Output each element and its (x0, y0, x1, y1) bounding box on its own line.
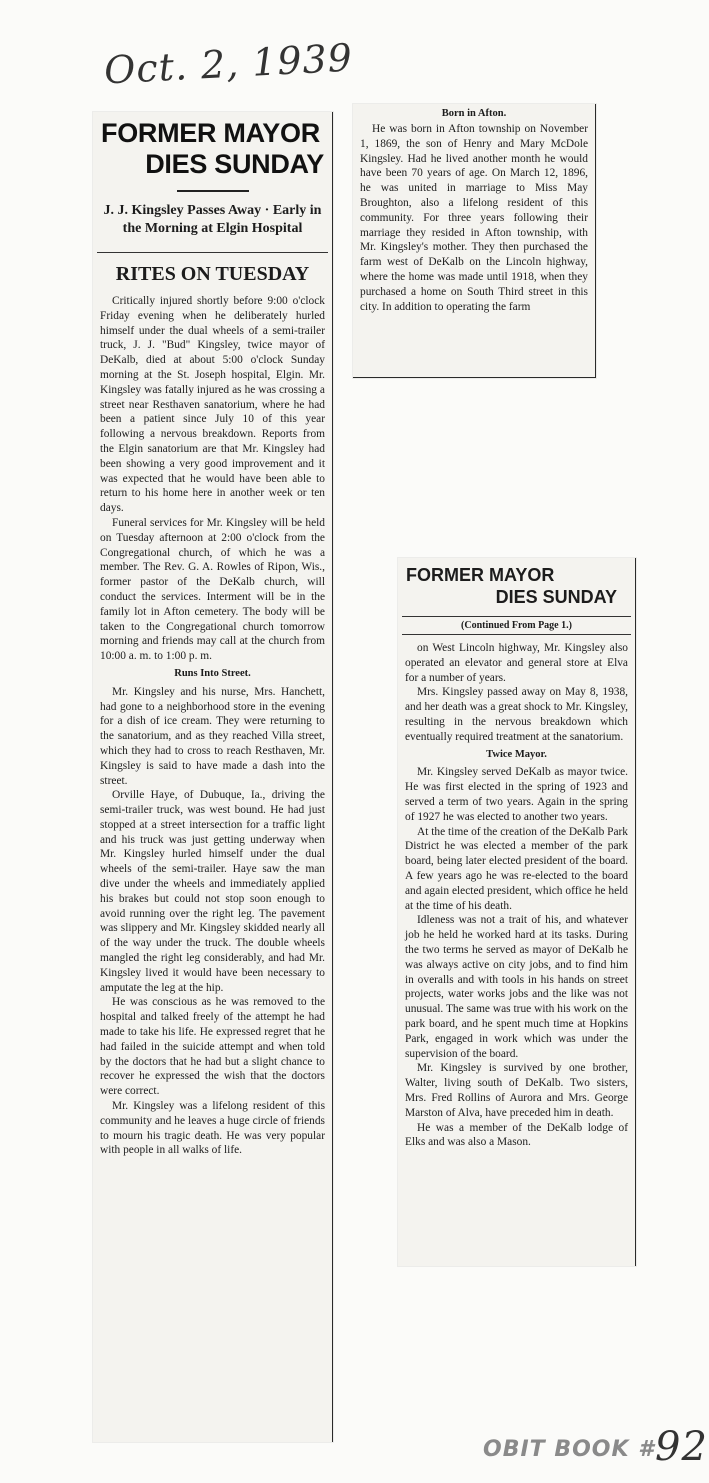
section-head: Born in Afton. (441, 108, 507, 119)
paragraph: He was born in Afton township on November 1, 1869, the son of Henry and Mary McDole Kingsley. Had he lived another month he would have been 70 years of age. On March 12, 1896, he was united in marriage to Miss May Broughton, also a lifelong resident of this community. For three years following their marriage they resided in Afton township, with Mr. Kingsley's mother. They then purchased the farm west of DeKalb on the Lincoln highway, where the home was made until 1918, when they purchased a home on South Third street in this city. In addition to operating the farm (360, 123, 588, 313)
paragraph: Funeral services for Mr. Kingsley will be held on Tuesday afternoon at 2:00 o'clock from the Congregational church, of which he was a member. The Rev. G. A. Rowles of Ripon, Wis., former pastor of the DeKalb church, will conduct the services. Interment will be in the family lot in Afton cemetery. The body will be taken to the Congregational church tomorrow morning and friends may call at the church from 10:00 a. m. to 1:00 p. m. (100, 516, 325, 663)
clipping-continued (398, 558, 636, 1266)
headline (101, 118, 328, 180)
paragraph: Mr. Kingsley was a lifelong resident of this community and he leaves a huge circle of friends to mourn his tragic death. He was very popular with people in all walks of life. (100, 1100, 325, 1157)
obit-book-stamp: OBIT BOOK # (483, 1437, 655, 1462)
section-head: Runs Into Street. (174, 667, 251, 679)
headline-line-2: DIES SUNDAY (145, 149, 324, 179)
paragraph: Mr. Kingsley and his nurse, Mrs. Hanchett, had gone to a neighborhood store in the evening for a dish of ice cream. They were returning to the sanatorium, and as they reached Villa street, which they had to cross to reach Resthaven, Mr. Kingsley is said to have made a dash into the street. (100, 685, 325, 787)
subhead: RITES ON TUESDAY (97, 252, 328, 286)
paragraph: Mr. Kingsley is survived by one brother, Walter, living south of DeKalb. Two sisters, Mrs. Fred Rollins of Aurora and Mrs. George Marston of Alva, have preceded him in death. (405, 1062, 628, 1119)
paragraph: Orville Haye, of Dubuque, Ia., driving the semi-trailer truck, was west bound. He had just stopped at a street intersection for a traffic light and his truck was just getting underway when Mr. Kingsley hurled himself under the dual wheels of the semi-trailer. Haye saw the man dive under the wheels and immediately applied his brakes but could not stop soon enough to avoid running over the right leg. The pavement was slippery and Mr. Kingsley skidded nearly all of the way under the truck. The double wheels mangled the right leg considerably, and had Mr. Kingsley lived it would have been necessary to amputate the leg at the hip. (100, 789, 325, 994)
paragraph: Mr. Kingsley served DeKalb as mayor twice. He was first elected in the spring of 1923 and served a term of two years. Again in the spring of 1927 he was elected to another two years. (405, 766, 628, 823)
headline-line-1: FORMER MAYOR (101, 118, 320, 148)
headline-line-2: DIES SUNDAY (495, 587, 617, 607)
deck: J. J. Kingsley Passes Away · Early in the Morning at Elgin Hospital (103, 203, 322, 236)
article-body-1 (100, 294, 325, 1158)
section-head: Twice Mayor. (486, 748, 547, 760)
paragraph: Idleness was not a trait of his, and whatever job he held he worked hard at its tasks. During the two terms he served as mayor of DeKalb he was always active on city jobs, and to find him in overalls and with tools in his hands on street projects, water works jobs and the like was not unusual. The same was true with his work on the park board, and he spent much time at Hopkins Park, engaged in work which was under the supervision of the board. (405, 914, 628, 1060)
paragraph: Critically injured shortly before 9:00 o'clock Friday evening when he deliberately hurled himself under the dual wheels of a semi-trailer truck, J. J. "Bud" Kingsley, twice mayor of DeKalb, died at about 5:00 o'clock Sunday morning at the St. Joseph hospital, Elgin. Mr. Kingsley was fatally injured as he was crossing a street near Resthaven sanatorium, where he had been a patient since July 10 of this year following a nervous breakdown. Reports from the Elgin sanatorium are that Mr. Kingsley had been showing a very good improvement and it was expected that he would have been able to return to his home here in another week or ten days. (100, 295, 325, 515)
clipping-continuation-top (353, 104, 596, 378)
continued-note: (Continued From Page 1.) (402, 616, 631, 635)
obit-book-number: 92 (655, 1424, 708, 1470)
handwritten-date: Oct. 2, 1939 (103, 35, 354, 93)
paragraph: Mrs. Kingsley passed away on May 8, 1938, and her death was a great shock to Mr. Kingsley, resulting in the nervous breakdown which eventually required treatment at the sanatorium. (405, 686, 628, 743)
article-body-2 (360, 122, 588, 314)
headline-continued (406, 564, 631, 608)
paragraph: on West Lincoln highway, Mr. Kingsley also operated an elevator and general store at Elva for a number of years. (405, 642, 628, 684)
paragraph: At the time of the creation of the DeKalb Park District he was elected a member of the park board, being later elected president of the board. A few years ago he was re-elected to the board and again elected president, which office he held at the time of his death. (405, 825, 628, 912)
article-body-3 (405, 641, 628, 1150)
clipping-main (93, 112, 333, 1442)
headline-line-1: FORMER MAYOR (406, 565, 555, 585)
paragraph: He was conscious as he was removed to the hospital and talked freely of the attempt he had made to take his life. He expressed regret that he had failed in the suicide attempt and when told by the doctors that he had but a slight chance to recover he expressed the wish that the doctors were correct. (100, 996, 325, 1098)
paragraph: He was a member of the DeKalb lodge of Elks and was also a Mason. (405, 1121, 628, 1149)
rule (177, 190, 249, 192)
